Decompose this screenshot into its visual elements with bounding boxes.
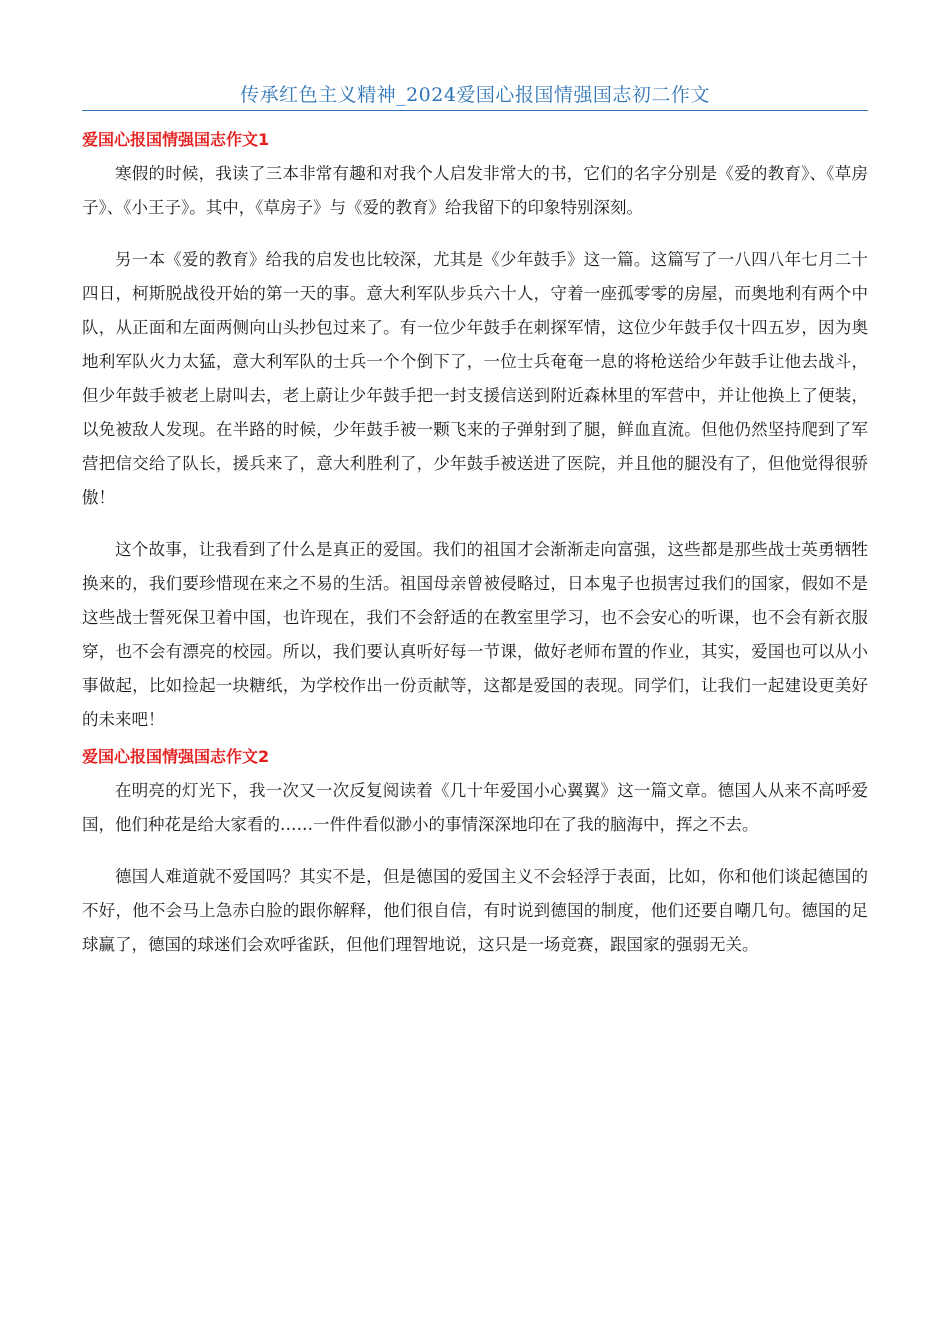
paragraph: 这个故事，让我看到了什么是真正的爱国。我们的祖国才会渐渐走向富强，这些都是那些战士英勇牺牲换来的，我们要珍惜现在来之不易的生活。祖国母亲曾被侵略过，日本鬼子也损害过我们的国家，假如不是这些战士誓死保卫着中国，也许现在，我们不会舒适的在教室里学习，也不会安心的听课，也不会有新衣服穿，也不会有漂亮的校园。所以，我们要认真听好每一节课，做好老师布置的作业，其实，爱国也可以从小事做起，比如捡起一块糖纸，为学校作出一份贡献等，这都是爱国的表现。同学们，让我们一起建设更美好的未来吧！ — [82, 540, 868, 729]
paragraph: 德国人难道就不爱国吗？其实不是，但是德国的爱国主义不会轻浮于表面，比如，你和他们谈起德国的不好，他不会马上急赤白脸的跟你解释，他们很自信，有时说到德国的制度，他们还要自嘲几句。德国的足球赢了，德国的球迷们会欢呼雀跃，但他们理智地说，这只是一场竞赛，跟国家的强弱无关。 — [82, 867, 868, 954]
paragraph: 另一本《爱的教育》给我的启发也比较深，尤其是《少年鼓手》这一篇。这篇写了一八四八年七月二十四日，柯斯脱战役开始的第一天的事。意大利军队步兵六十人，守着一座孤零零的房屋，而奥地利有两个中队，从正面和左面两侧向山头抄包过来了。有一位少年鼓手在刺探军情，这位少年鼓手仅十四五岁，因为奥地利军队火力太猛，意大利军队的士兵一个个倒下了，一位士兵奄奄一息的将枪送给少年鼓手让他去战斗，但少年鼓手被老上尉叫去，老上蔚让少年鼓手把一封支援信送到附近森林里的军营中，并让他换上了便装，以免被敌人发现。在半路的时候，少年鼓手被一颗飞来的子弹射到了腿，鲜血直流。但他仍然坚持爬到了军营把信交给了队长，援兵来了，意大利胜利了，少年鼓手被送进了医院，并且他的腿没有了，但他觉得很骄傲！ — [82, 250, 868, 507]
document-body — [82, 120, 868, 980]
page-title: 传承红色主义精神_2024爱国心报国情强国志初二作文 — [240, 84, 710, 106]
paragraph: 寒假的时候，我读了三本非常有趣和对我个人启发非常大的书，它们的名字分别是《爱的教育》、《草房子》、《小王子》。其中，《草房子》与《爱的教育》给我留下的印象特别深刻。 — [82, 164, 868, 217]
page-header — [82, 82, 868, 111]
section-title-2: 爱国心报国情强国志作文2 — [82, 747, 270, 766]
paragraph: 在明亮的灯光下，我一次又一次反复阅读着《几十年爱国小心翼翼》这一篇文章。德国人从来不高呼爱国，他们种花是给大家看的……一件件看似渺小的事情深深地印在了我的脑海中，挥之不去。 — [82, 781, 868, 834]
section-title-1: 爱国心报国情强国志作文1 — [82, 130, 270, 149]
